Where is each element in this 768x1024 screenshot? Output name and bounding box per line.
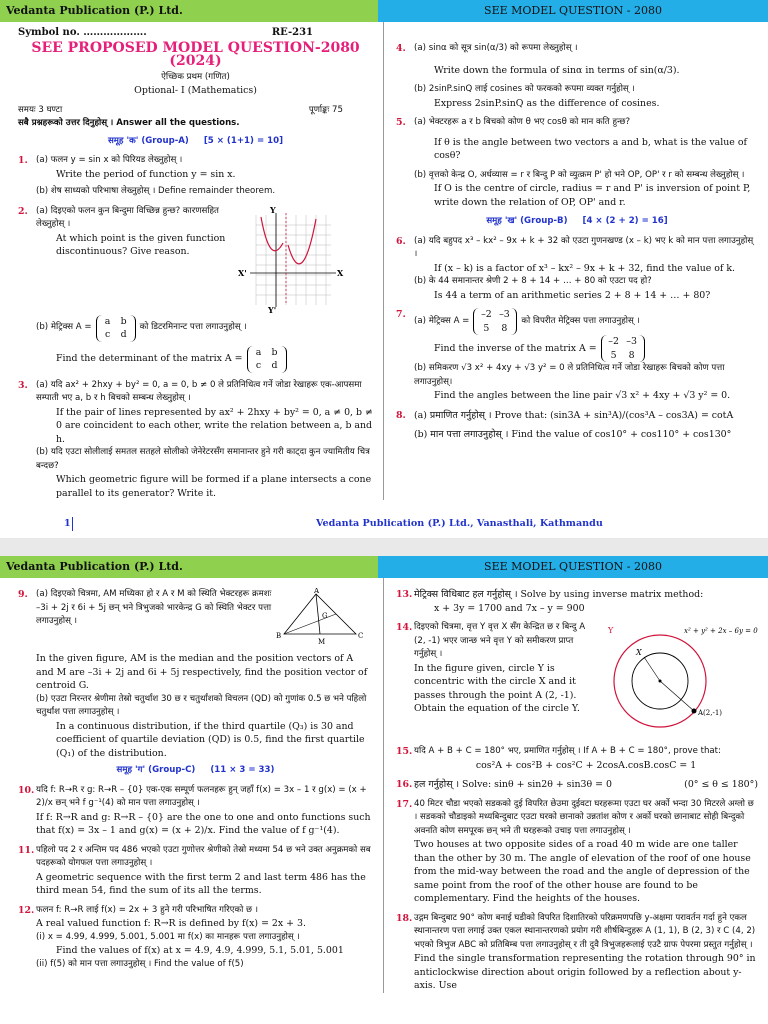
question-9: 9. (a) दिइएको चित्रमा, AM मध्यिका हो र A र M को स्थिति भेक्टरहरू क्रमशः –3i + 2j र 6i + 5j छन् भने त्रिभुजको भारकेन्द्र G को स्थिति भेक्टर पत्ता लगाउनुहोस् । A B M C G In the given figure, AM is the median and the position vectors of A and M are –3i + 2j and 6i + 5j respectively, find the position vector of centroid G. (b) एउटा निरन्तर श्रेणीमा तेस्रो चतुर्थांश 30 छ र चतुर्थांशको विचलन (QD) को गुणांक 0.5 छ भने पहिलो चतुर्थांश पत्ता लगाउनुहोस् । In a continuous distribution, if the third quartile (Q₃) is 30 and coefficient of quartile deviation (QD) is 0.5, find the first quartile (Q₁) of the distribution. <box>18 588 368 759</box>
matrix-2-en: –2 –3 5 8 <box>601 335 645 362</box>
circle-x-equation: x² + y² + 2x – 6y = 0 <box>684 627 758 635</box>
right-column-2 <box>384 578 768 993</box>
question-8: 8. (a) प्रमाणित गर्नुहोस् । Prove that: (sin3A + sin³A)/(cos³A – cos3A) = cotA (b) मान पत्ता लगाउनुहोस् । Find the value of cos10° + cos110° + cos130° <box>396 409 734 440</box>
page-number: 1 <box>64 518 71 529</box>
question-4: 4. (a) sinα को सूत्र sin(α/3) को रूपमा लेख्नुहोस् । Write down the formula of sinα in terms of sin(α/3). (b) 2sinP.sinQ लाई cosines को फरकको रूपमा व्यक्त गर्नुहोस् । Express 2sinP.sinQ as the difference of cosines. <box>396 43 680 109</box>
triangle-median-figure <box>276 588 366 652</box>
page-2 <box>0 556 768 1024</box>
exam-code: RE-231 <box>271 27 313 38</box>
subject-en: Optional- I (Mathematics) <box>134 85 257 96</box>
group-b-heading: समूह 'ख' (Group-B) [4 × (2 + 2) = 16] <box>486 216 668 226</box>
question-14: 14. दिइएको चित्रमा, वृत्त Y वृत्त X सँग केन्द्रित छ र बिन्दु A (2, -1) भएर जान्छ भने वृत्त Y को समीकरण प्राप्त गर्नुहोस् । In the figure given, circle Y is concentric with the circle X and it passes through the point A (2, -1). Obtain the equation of the circle Y. Y X x² + y² + 2x – 6y = 0 A(2,-1) <box>396 621 758 739</box>
publisher-label: Vedanta Publication (P.) Ltd. <box>0 0 378 22</box>
question-1: 1. (a) फलन y = sin x को पिरियड लेख्नुहोस् । Write the period of function y = sin x. (b) शेष साध्यको परिभाषा लेख्नुहोस् । Define remainder theorem. <box>18 155 276 196</box>
matrix-2: –2 –3 5 8 <box>473 308 517 335</box>
concentric-circles-figure <box>590 621 760 739</box>
exam-label: SEE MODEL QUESTION - 2080 <box>378 0 768 22</box>
question-13: 13. मेट्रिक्स विधिबाट हल गर्नुहोस् । Solve by using inverse matrix method: x + 3y = 1700 and 7x – y = 900 <box>396 589 704 614</box>
svg-text:A: A <box>314 588 320 595</box>
point-a-label: A(2,-1) <box>698 709 723 717</box>
x-prime-label: X' <box>238 267 247 278</box>
question-10: 10. यदि f: R→R र g: R→R – {0} एक-एक सम्पूर्ण फलनहरू हुन् जहाँ f(x) = 3x – 1 र g(x) = (x + 2)/x छन् भने f g⁻¹(4) को मान पत्ता लगाउनुहोस् । If f: R→R and g: R→R – {0} are the one to one and onto functions such that f(x) = 3x – 1 and g(x) = (x + 2)/x. Find the value of f g⁻¹(4). <box>18 784 371 836</box>
circle-x-label: X <box>636 648 642 657</box>
question-18: 18. उद्गम बिन्दुबाट 90° कोण बनाई घडीको विपरित दिशातिरको परिक्रमणपछि y-अक्षमा परावर्तन गर्दा हुने एकल स्थानान्तरण पत्ता लगाई उक्त एकल स्थानान्तरणको प्रयोग गरी शीर्षबिन्दुहरू A (1, 1), B (2, 3) र C (4, 2) भएको त्रिभुज ABC को प्रतिबिम्ब पत्ता लगाउनुहोस् र ती दुवै त्रिभुजहरूलाई एउटै ग्राफ पेपरमा प्रस्तुत गर्नुहोस् । Find the single transformation representing the rotation through 90° in anticlockwise direction about origin followed by a reflection about y-axis. Use <box>396 912 756 991</box>
y-axis-label: Y <box>270 204 276 215</box>
instruction: सबै प्रश्नहरूको उत्तर दिनुहोस् । Answer all the questions. <box>18 118 240 128</box>
discontinuity-graph <box>236 205 346 313</box>
svg-text:C: C <box>358 632 364 640</box>
question-7: 7. (a) मेट्रिक्स A = –2 –3 5 8 को विपरीत मेट्रिक्स पत्ता लगाउनुहोस् । Find the inverse of the matrix A = –2 –3 5 8 (b) समिकरण √3 x² + 4xy + √3 y² = 0 ले प्रतिनिधित्व गर्ने जोडा रेखाहरू बिचको कोण पत्ता लगाउनुहोस्। Find the angles between the line pair √3 x² + 4xy + √3 y² = 0. <box>396 309 731 401</box>
right-column <box>384 22 768 500</box>
matrix-1: a b c d <box>96 315 136 342</box>
publisher-label-2: Vedanta Publication (P.) Ltd. <box>0 556 378 578</box>
question-17: 17. 40 मिटर चौडा भएको सडकको दुई विपरित छेउमा दुईवटा घरहरूमा एउटा घर अर्को भन्दा 30 मिटरले अग्लो छ । सडकको चौडाइको मध्यबिन्दुबाट एउटा घरको छानाको उन्नतांश कोण र अर्को घरको छानाबाट सोही बिन्दुको अवनति कोण समपूरक छन् भने ती घरहरूको उचाइ पत्ता लगाउनुहोस् । Two houses at two opposite sides of a road 40 m wide are one taller than the other by 30 m. The angle of elevation of the roof of one house from the mid-way between the road and the angle of depression of the same point from the roof of the other house are found to be complementary. Find the heights of the houses. <box>396 798 754 904</box>
page-footer <box>0 514 768 534</box>
footer-address: Vedanta Publication (P.) Ltd., Vanasthali, Kathmandu <box>316 518 603 529</box>
question-5: 5. (a) भेक्टरहरू a र b बिचको कोण θ भए cosθ को मान कति हुन्छ? If θ is the angle between two vectors a and b, what is the value of cosθ? (b) वृत्तको केन्द्र O, अर्धव्यास = r र बिन्दु P को व्युत्क्रम P' हो भने OP, OP' र r को सम्बन्ध लेख्नुहोस् । If O is the centre of circle, radius = r and P' is inversion of point P, write down the relation of OP, OP' and r. <box>396 117 751 208</box>
question-16: 16. हल गर्नुहोस् । Solve: sinθ + sin2θ + sin3θ = 0 (0° ≤ θ ≤ 180°) <box>396 779 758 790</box>
question-6: 6. (a) यदि बहुपद x³ – kx² – 9x + k + 32 को एउटा गुणनखण्ड (x – k) भए k को मान पत्ता लगाउनुहोस् । If (x – k) is a factor of x³ – kx² – 9x + k + 32, find the value of k. (b) के 44 समानान्तर श्रेणी 2 + 8 + 14 + … + 80 को एउटा पद हो? Is 44 a term of an arithmetic series 2 + 8 + 14 + … + 80? <box>396 235 754 301</box>
full-marks: पूर्णाङ्कः 75 <box>308 104 343 115</box>
question-12: 12. फलन f: R→R लाई f(x) = 2x + 3 हुने गरी परिभाषित गरिएको छ । A real valued function f: R→R is defined by f(x) = 2x + 3. (i) x = 4.99, 4.999, 5.001, 5.001 मा f(x) का मानहरू पत्ता लगाउनुहोस् । Find the values of f(x) at x = 4.9, 4.9, 4.999, 5.1, 5.01, 5.001 (ii) f(5) को मान पत्ता लगाउनुहोस् । Find the value of f(5) <box>18 904 344 969</box>
paper-title: SEE PROPOSED MODEL QUESTION-2080 (2024) <box>31 39 360 69</box>
left-column-2 <box>0 578 384 993</box>
x-axis-label: X <box>337 267 344 278</box>
left-column <box>0 22 384 500</box>
symbol-number: Symbol no. ………………. <box>18 27 147 38</box>
time-allowed: समयः 3 घण्टा <box>18 104 63 115</box>
page-gap <box>0 538 768 556</box>
y-prime-label: Y' <box>268 304 277 313</box>
group-c-heading: समूह 'ग' (Group-C) (11 × 3 = 33) <box>116 765 275 775</box>
question-2: 2. (a) दिइएको फलन कुन बिन्दुमा विच्छिन्न हुन्छ? कारणसहित लेख्नुहोस् । At which point is the given function discontinuous? Give reason. Y X X' Y' (b) मेट्रिक्स A = a b c d को डिटरमिनान्ट पत्ता लगाउनुहोस् । Find the determinant of the matrix A = a b c d <box>18 205 373 373</box>
svg-text:M: M <box>318 638 326 646</box>
question-11: 11. पहिलो पद 2 र अन्तिम पद 486 भएको एउटा गुणोत्तर श्रेणीको तेस्रो मध्यमा 54 छ भने उक्त अनुक्रमको सब पदहरूको योगफल पत्ता लगाउनुहोस् । A geometric sequence with the first term 2 and last term 486 has the third mean 54, find the sum of its all the terms. <box>18 844 371 896</box>
matrix-1-en: a b c d <box>247 346 287 373</box>
circle-y-label: Y <box>608 626 614 635</box>
subject-np: ऐच्छिक प्रथम (गणित) <box>161 71 230 82</box>
exam-label-2: SEE MODEL QUESTION - 2080 <box>378 556 768 578</box>
question-15: 15. यदि A + B + C = 180° भए, प्रमाणित गर्नुहोस् । If A + B + C = 180°, prove that: cos²A + cos²B + cos²C + 2cosA.cosB.cosC = 1 <box>396 746 721 771</box>
page-header <box>0 0 768 22</box>
group-a-heading: समूह 'क' (Group-A) [5 × (1+1) = 10] <box>107 135 284 146</box>
question-3: 3. (a) यदि ax² + 2hxy + by² = 0, a = 0, b ≠ 0 ले प्रतिनिधित्व गर्ने जोडा रेखाहरू एक-आपसमा सम्पाती भए a, b र h बिचको सम्बन्ध लेख्नुहोस् । If the pair of lines represented by ax² + 2hxy + by² = 0, a ≠ 0, b ≠ 0 are coincident to each other, write the relation between a, b and h. (b) यदि एउटा सोलीलाई समतल सतहले सोलीको जेनेरेटरसँग समानान्तर हुने गरी काट्दा कुन ज्यामितीय चित्र बन्दछ? Which geometric figure will be formed if a plane intersects a cone parallel to its generator? Write it. <box>18 379 373 499</box>
svg-text:G: G <box>322 612 328 620</box>
page-header-2 <box>0 556 768 578</box>
svg-text:B: B <box>276 632 282 640</box>
